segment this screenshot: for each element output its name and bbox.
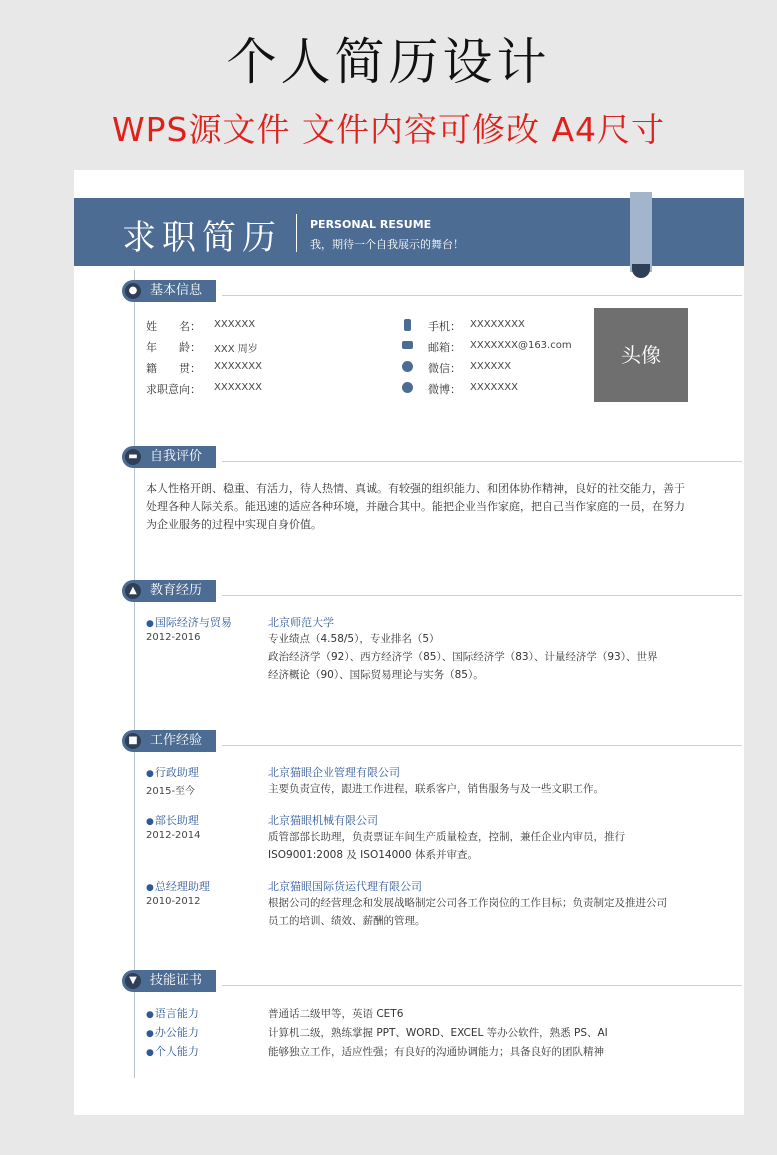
bookmark-tip bbox=[632, 264, 650, 278]
education-details bbox=[268, 630, 698, 684]
phone-icon bbox=[404, 319, 411, 331]
education-school: 北京师范大学 bbox=[268, 616, 334, 629]
self-eval-line: 为企业服务的过程中实现自身价值。 bbox=[146, 518, 322, 531]
work-date: 2012-2014 bbox=[146, 830, 201, 841]
timeline-line bbox=[134, 270, 135, 1078]
info-value-wechat: XXXXXX bbox=[470, 361, 512, 372]
section-divider bbox=[222, 985, 742, 986]
info-label-weibo: 微博： bbox=[428, 383, 461, 396]
work-line: 根据公司的经营理念和发展战略制定公司各工作岗位的工作目标；负责制定及推进公司 bbox=[268, 897, 667, 909]
work-details bbox=[268, 828, 698, 864]
section-basic-info bbox=[122, 280, 742, 302]
section-divider bbox=[222, 595, 742, 596]
section-divider bbox=[222, 295, 742, 296]
info-label-hometown: 籍 贯： bbox=[146, 362, 201, 375]
skill-text: 计算机二级，熟练掌握 PPT、WORD、EXCEL 等办公软件，熟悉 PS、AI bbox=[268, 1027, 608, 1039]
skill-label: ● 个人能力 bbox=[146, 1043, 199, 1059]
skill-label: ● 办公能力 bbox=[146, 1024, 199, 1040]
info-value-phone: XXXXXXXX bbox=[470, 319, 525, 330]
info-label-wechat: 微信： bbox=[428, 362, 461, 375]
work-role: ● 总经理助理 bbox=[146, 878, 210, 894]
work-role: ● 部长助理 bbox=[146, 812, 199, 828]
section-work-label bbox=[122, 730, 216, 752]
comment-icon: ▬ bbox=[125, 449, 141, 465]
section-education-label bbox=[122, 580, 216, 602]
work-line: 质管部部长助理，负责票证车间生产质量检查，控制，兼任企业内审员，推行 bbox=[268, 831, 625, 843]
graduation-cap-icon: ▲ bbox=[125, 583, 141, 599]
section-self-text: 自我评价 bbox=[150, 449, 203, 464]
section-skills bbox=[122, 970, 742, 992]
self-eval-text bbox=[146, 480, 706, 534]
section-skills-label bbox=[122, 970, 216, 992]
work-details bbox=[268, 894, 698, 930]
info-label-email: 邮箱： bbox=[428, 341, 461, 354]
section-basic-text: 基本信息 bbox=[150, 283, 203, 298]
education-line: 经济概论（90）、国际贸易理论与实务（85）。 bbox=[268, 669, 484, 681]
self-eval-line: 处理各种人际关系。能迅速的适应各种环境，并融合其中。能把企业当作家庭，把自己当作家庭的一员，在努力 bbox=[146, 500, 685, 513]
education-date: 2012-2016 bbox=[146, 632, 201, 643]
info-label-age: 年 龄： bbox=[146, 341, 201, 354]
section-self-label bbox=[122, 446, 216, 468]
user-icon: ● bbox=[125, 283, 141, 299]
education-major: ● 国际经济与贸易 bbox=[146, 614, 232, 630]
resume-title: 求职简历 bbox=[122, 218, 282, 258]
info-value-hometown: XXXXXXX bbox=[214, 361, 262, 372]
section-self-eval bbox=[122, 446, 742, 468]
resume-en-title: PERSONAL RESUME bbox=[310, 218, 432, 231]
weibo-icon bbox=[402, 382, 413, 393]
resume-page bbox=[74, 170, 744, 1115]
info-value-intention: XXXXXXX bbox=[214, 382, 262, 393]
education-line: 专业绩点（4.58/5），专业排名（5） bbox=[268, 633, 440, 645]
work-company: 北京猫眼企业管理有限公司 bbox=[268, 766, 400, 779]
info-value-age: XXX 周岁 bbox=[214, 344, 258, 355]
info-label-phone: 手机： bbox=[428, 320, 461, 333]
skill-text: 普通话二级甲等，英语 CET6 bbox=[268, 1008, 404, 1020]
work-date: 2010-2012 bbox=[146, 896, 201, 907]
skill-text: 能够独立工作，适应性强；有良好的沟通协调能力；具备良好的团队精神 bbox=[268, 1046, 604, 1058]
work-details bbox=[268, 780, 698, 798]
promo-subtitle: WPS源文件 文件内容可修改 A4尺寸 bbox=[111, 110, 666, 149]
info-label-name: 姓 名： bbox=[146, 320, 201, 333]
promo-title: 个人简历设计 bbox=[226, 33, 551, 91]
section-education-text: 教育经历 bbox=[150, 583, 203, 598]
resume-motto: 我，期待一个自我展示的舞台！ bbox=[310, 238, 464, 251]
section-work-text: 工作经验 bbox=[150, 733, 203, 748]
work-line: 员工的培训、绩效、薪酬的管理。 bbox=[268, 915, 426, 927]
section-basic-label bbox=[122, 280, 216, 302]
section-work bbox=[122, 730, 742, 752]
section-education bbox=[122, 580, 742, 602]
header-divider bbox=[296, 214, 297, 252]
work-role: ● 行政助理 bbox=[146, 764, 199, 780]
work-date: 2015-至今 bbox=[146, 786, 196, 797]
info-value-email: XXXXXXX@163.com bbox=[470, 340, 572, 351]
education-line: 政治经济学（92）、西方经济学（85）、国际经济学（83）、计量经济学（93）、世界 bbox=[268, 651, 658, 663]
trophy-icon: ▼ bbox=[125, 973, 141, 989]
section-skills-text: 技能证书 bbox=[150, 973, 203, 988]
briefcase-icon: ■ bbox=[125, 733, 141, 749]
info-label-intention: 求职意向： bbox=[146, 383, 201, 396]
work-line: ISO9001:2008 及 ISO14000 体系并审查。 bbox=[268, 849, 478, 861]
section-divider bbox=[222, 745, 742, 746]
avatar-placeholder[interactable]: 头像 bbox=[594, 308, 688, 402]
self-eval-line: 本人性格开朗、稳重、有活力，待人热情、真诚。有较强的组织能力、和团体协作精神，良好的社交能力，善于 bbox=[146, 482, 685, 495]
wechat-icon bbox=[402, 361, 413, 372]
work-company: 北京猫眼国际货运代理有限公司 bbox=[268, 880, 422, 893]
bookmark-ribbon bbox=[630, 192, 652, 272]
mail-icon bbox=[402, 341, 413, 349]
work-company: 北京猫眼机械有限公司 bbox=[268, 814, 378, 827]
info-value-name: XXXXXX bbox=[214, 319, 256, 330]
info-value-weibo: XXXXXXX bbox=[470, 382, 518, 393]
section-divider bbox=[222, 461, 742, 462]
work-line: 主要负责宣传，跟进工作进程，联系客户，销售服务与及一些文职工作。 bbox=[268, 783, 604, 795]
skill-label: ● 语言能力 bbox=[146, 1005, 199, 1021]
